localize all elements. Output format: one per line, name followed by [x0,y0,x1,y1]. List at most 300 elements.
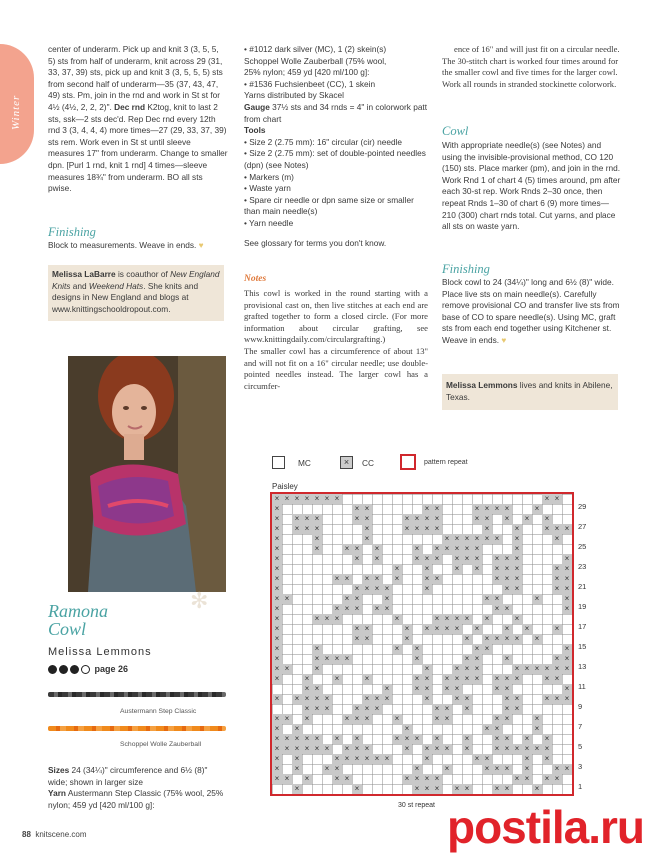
chart-cell-cc: × [372,574,382,584]
chart-cell-cc: × [562,554,572,564]
chart-cell-cc: × [462,654,472,664]
chart-cell-cc: × [552,774,562,784]
chart-cell-cc: × [292,744,302,754]
chart-cell-cc: × [522,774,532,784]
chart-cell-cc: × [412,764,422,774]
chart-cell-cc: × [442,744,452,754]
chart-cell-cc: × [332,574,342,584]
chart-cell-cc: × [462,674,472,684]
chart-cell-cc: × [342,714,352,724]
heart-icon: ♥ [501,334,507,345]
bio-box-1: Melissa LaBarre is coauthor of New England Knits and Weekend Hats. She knits and designs in New England and blogs at www.knittingschooldropout.com. [48,265,224,321]
chart-cell-cc: × [502,654,512,664]
chart-cell-cc: × [362,624,372,634]
difficulty-row: page 26 [48,664,128,674]
chart-row-label: 7 [578,722,583,731]
chart-cell-cc: × [322,494,332,504]
chart-cell-cc: × [552,574,562,584]
chart-cell-cc: × [302,704,312,714]
chart-cell-cc: × [562,764,572,774]
chart-cell-cc: × [472,754,482,764]
chart-cell-cc: × [322,744,332,754]
chart-cell-cc: × [352,514,362,524]
watermark: postila.ru [446,801,644,853]
chart-cell-cc: × [552,534,562,544]
chart-cell-cc: × [412,784,422,794]
chart-cell-cc: × [302,494,312,504]
chart-cell-cc: × [422,774,432,784]
sizes-yarn-text: Sizes 24 (34¼)" circumference and 6½ (8)" wide; shown in larger size Yarn Austermann Step Classic (75% wool, 25% nylon; 459 yd [420 ml/100 g]: [48,765,224,810]
chart-cell-cc: × [442,534,452,544]
chart-cell-cc: × [532,784,542,794]
chart-cell-cc: × [352,634,362,644]
chart-cell-cc: × [292,734,302,744]
chart-cell-cc: × [312,704,322,714]
chart-cell-cc: × [322,694,332,704]
chart-cell-cc: × [272,664,282,674]
chart-cell-cc: × [372,604,382,614]
chart-row-label: 27 [578,522,587,531]
chart-cell-cc: × [502,504,512,514]
bio-box-2: Melissa Lemmons lives and knits in Abilene, Texas. [442,374,618,410]
chart-cell-cc: × [522,744,532,754]
chart-cell-cc: × [512,694,522,704]
chart-cell-cc: × [532,664,542,674]
chart-row-label: 29 [578,502,587,511]
chart-cell-cc: × [402,744,412,754]
chart-cell-cc: × [342,754,352,764]
chart-cell-cc: × [422,694,432,704]
chart-cell-cc: × [312,654,322,664]
chart-cell-cc: × [502,574,512,584]
chart-cell-cc: × [562,664,572,674]
chart-cell-cc: × [312,494,322,504]
chart-cell-cc: × [442,614,452,624]
chart-cell-cc: × [492,554,502,564]
chart-cell-cc: × [562,574,572,584]
chart-cell-cc: × [502,604,512,614]
chart-cell-cc: × [512,534,522,544]
chart-cell-cc: × [432,774,442,784]
chart-cell-cc: × [422,574,432,584]
chart-cell-cc: × [302,694,312,704]
chart-cell-cc: × [462,744,472,754]
chart-cell-cc: × [362,744,372,754]
chart-cell-cc: × [532,724,542,734]
chart-cell-cc: × [532,714,542,724]
chart-cell-cc: × [462,634,472,644]
chart-cell-cc: × [352,754,362,764]
chart-cell-cc: × [332,614,342,624]
legend-cc-swatch: × [340,456,353,469]
chart-cell-cc: × [292,694,302,704]
chart-cell-cc: × [282,594,292,604]
chart-cell-cc: × [562,594,572,604]
chart-cell-cc: × [502,734,512,744]
chart-cell-cc: × [422,624,432,634]
chart-cell-cc: × [542,744,552,754]
finishing-text-2: Block cowl to 24 (34¼)" long and 6½ (8)" wide. Place live sts on main needle(s). Carefully remove provisional CO and transfer live sts from base of CO to spare needle(s). Using MC, graft sts from each end together using Kitchener st. Weave in ends. ♥ [442,277,620,345]
chart-cell-cc: × [432,704,442,714]
chart-cell-cc: × [562,564,572,574]
chart-cell-cc: × [362,524,372,534]
chart-cell-cc: × [272,624,282,634]
chart-cell-cc: × [482,594,492,604]
chart-cell-cc: × [292,754,302,764]
chart-cell-cc: × [272,554,282,564]
chart-cell-cc: × [542,774,552,784]
chart-cell-cc: × [342,604,352,614]
chart-cell-cc: × [542,514,552,524]
chart-cell-cc: × [352,584,362,594]
chart-row-label: 19 [578,602,587,611]
chart-cell-cc: × [392,614,402,624]
heart-icon: ♥ [198,240,204,250]
yarn-swatch-2-label: Schoppel Wolle Zauberball [120,741,202,748]
chart-cell-cc: × [492,734,502,744]
chart-cell-cc: × [522,734,532,744]
chart-cell-cc: × [362,534,372,544]
chart-row-label: 13 [578,662,587,671]
chart-cell-cc: × [402,724,412,734]
chart-cell-cc: × [542,664,552,674]
chart-cell-cc: × [482,764,492,774]
chart-cell-cc: × [362,574,372,584]
chart-row-label: 15 [578,642,587,651]
designer-name: Melissa Lemmons [48,646,152,658]
chart-cell-cc: × [272,614,282,624]
chart-row-label: 21 [578,582,587,591]
col1-text [48,44,228,195]
chart-cell-cc: × [502,624,512,634]
chart-cell-cc: × [342,744,352,754]
chart-row-label: 23 [578,562,587,571]
chart-cell-cc: × [442,684,452,694]
chart-row-label: 1 [578,782,583,791]
chart-cell-cc: × [272,634,282,644]
chart-cell-cc: × [382,754,392,764]
chart-cell-cc: × [342,774,352,784]
chart-cell-cc: × [382,594,392,604]
chart-cell-cc: × [422,664,432,674]
chart-cell-cc: × [432,614,442,624]
section-tab [0,44,34,164]
chart-cell-cc: × [562,644,572,654]
chart-cell-cc: × [372,754,382,764]
chart-cell-cc: × [412,774,422,784]
chart-cell-cc: × [392,564,402,574]
chart-cell-cc: × [272,734,282,744]
chart-cell-cc: × [472,564,482,574]
chart-cell-cc: × [452,674,462,684]
chart-cell-cc: × [302,714,312,724]
chart-cell-cc: × [512,544,522,554]
chart-cell-cc: × [402,624,412,634]
chart-cell-cc: × [352,744,362,754]
chart-cell-cc: × [552,764,562,774]
chart-cell-cc: × [552,564,562,574]
chart-cell-cc: × [432,734,442,744]
chart-cell-cc: × [352,704,362,714]
chart-cell-cc: × [292,524,302,534]
chart-cell-cc: × [362,674,372,684]
section-tab-label: Winter [10,94,22,130]
chart-cell-cc: × [492,764,502,774]
yarn-swatch-1-label: Austermann Step Classic [120,708,197,715]
chart-cell-cc: × [272,494,282,504]
chart-cell-cc: × [392,714,402,724]
chart-cell-cc: × [452,534,462,544]
chart-legend [270,454,610,474]
chart-cell-cc: × [412,734,422,744]
chart-cell-cc: × [312,664,322,674]
chart-cell-cc: × [272,744,282,754]
chart-cell-cc: × [272,584,282,594]
chart-cell-cc: × [482,724,492,734]
col2-materials: • #1012 dark silver (MC), 1 (2) skein(s) Schoppel Wolle Zauberball (75% wool, 25% nylon; 459 yd [420 ml/100 g]: • #1536 Fuchsienbeet (CC), 1 skein Yarns distributed by Skacel Gauge 37½ sts and 34 rnds = 4" in colorwork patt from chart Tools • Size 2 (2.75 mm): 16" circular (cir) needle • Size 2 (2.75 mm): set of double-pointed needles (dpn) (see Notes) • Markers (m) • Waste yarn • Spare cir needle or dpn same size or smaller than main needle(s) • Yarn needle See glossary for terms you don't know. [244,44,428,248]
chart-cell-cc: × [392,734,402,744]
chart-cell-cc: × [482,614,492,624]
chart-cell-cc: × [332,674,342,684]
chart-cell-cc: × [552,584,562,594]
chart-cell-cc: × [272,534,282,544]
chart-cell-cc: × [552,624,562,634]
chart-cell-cc: × [472,644,482,654]
chart-cell-cc: × [402,774,412,784]
chart-cell-cc: × [492,504,502,514]
chart-cell-cc: × [462,704,472,714]
chart-cell-cc: × [372,704,382,714]
chart-cell-cc: × [462,664,472,674]
legend-repeat-swatch [400,454,416,470]
chart-cell-cc: × [352,544,362,554]
chart-cell-cc: × [462,614,472,624]
chart-cell-cc: × [362,754,372,764]
chart-row-label: 9 [578,702,583,711]
chart-row-label: 11 [578,682,586,691]
chart-cell-cc: × [442,624,452,634]
chart-cell-cc: × [422,514,432,524]
chart-cell-cc: × [452,624,462,634]
chart-cell-cc: × [512,524,522,534]
chart-cell-cc: × [482,504,492,514]
chart-cell-cc: × [392,644,402,654]
chart-cell-cc: × [452,784,462,794]
chart-cell-cc: × [432,544,442,554]
chart-cell-cc: × [512,704,522,714]
chart-cell-cc: × [312,744,322,754]
chart-cell-cc: × [462,544,472,554]
chart-cell-cc: × [302,774,312,784]
chart-cell-cc: × [332,754,342,764]
chart-cell-cc: × [512,634,522,644]
chart-cell-cc: × [422,744,432,754]
chart-cell-cc: × [492,564,502,574]
chart-cell-cc: × [362,514,372,524]
chart-cell-cc: × [272,564,282,574]
chart-cell-cc: × [422,754,432,764]
chart-cell-cc: × [522,514,532,524]
chart-cell-cc: × [272,544,282,554]
chart-cell-cc: × [352,554,362,564]
chart-cell-cc: × [552,654,562,664]
chart-cell-cc: × [352,624,362,634]
chart-cell-cc: × [362,704,372,714]
chart-cell-cc: × [502,684,512,694]
chart-cell-cc: × [412,684,422,694]
chart-cell-cc: × [272,654,282,664]
chart-cell-cc: × [502,704,512,714]
chart-cell-cc: × [402,524,412,534]
chart-row-label: 17 [578,622,587,631]
chart-cell-cc: × [482,534,492,544]
chart-cell-cc: × [562,584,572,594]
chart-cell-cc: × [272,604,282,614]
chart-cell-cc: × [372,554,382,564]
chart-cell-cc: × [532,504,542,514]
chart-cell-cc: × [522,754,532,764]
chart-cell-cc: × [442,764,452,774]
chart-cell-cc: × [292,784,302,794]
chart-cell-cc: × [562,684,572,694]
chart-cell-cc: × [552,524,562,534]
finishing-heading-1: Finishing [48,225,96,239]
chart-cell-cc: × [522,624,532,634]
chart-cell-cc: × [372,544,382,554]
chart-cell-cc: × [422,584,432,594]
chart-cell-cc: × [562,694,572,704]
chart-cell-cc: × [502,674,512,684]
chart-cell-cc: × [472,674,482,684]
chart-cell-cc: × [332,654,342,664]
chart-cell-cc: × [492,574,502,584]
chart-cell-cc: × [422,504,432,514]
chart-cell-cc: × [372,694,382,704]
chart-cell-cc: × [482,634,492,644]
chart-cell-cc: × [542,734,552,744]
chart-cell-cc: × [492,684,502,694]
chart-cell-cc: × [362,714,372,724]
chart-cell-cc: × [392,574,402,584]
chart-cell-cc: × [422,524,432,534]
chart-cell-cc: × [432,784,442,794]
chart-cell-cc: × [322,704,332,714]
chart-cell-cc: × [272,714,282,724]
notes-heading: Notes [244,274,267,284]
chart-cell-cc: × [362,584,372,594]
legend-cc-label: CC [362,458,374,468]
chart-cell-cc: × [402,514,412,524]
chart-cell-cc: × [312,524,322,534]
finishing-text-1: Block to measurements. Weave in ends. ♥ [48,240,204,250]
chart-cell-cc: × [472,554,482,564]
chart-row-labels [578,492,608,796]
chart-cell-cc: × [432,524,442,534]
chart-cell-cc: × [312,614,322,624]
chart-cell-cc: × [282,714,292,724]
chart-cell-cc: × [552,494,562,504]
chart-cell-cc: × [422,564,432,574]
chart-cell-cc: × [352,714,362,724]
chart-cell-cc: × [472,624,482,634]
chart-cell-cc: × [462,534,472,544]
chart-cell-cc: × [522,664,532,674]
chart-cell-cc: × [282,664,292,674]
chart-cell-cc: × [502,514,512,524]
chart-cell-cc: × [482,644,492,654]
chart-cell-cc: × [482,524,492,534]
chart-cell-cc: × [412,514,422,524]
chart-cell-cc: × [502,564,512,574]
chart-cell-cc: × [412,544,422,554]
chart-cell-cc: × [352,594,362,604]
chart-cell-cc: × [312,734,322,744]
page-footer: 88 knitscene.com [22,830,87,839]
chart-cell-cc: × [552,694,562,704]
chart-cell-cc: × [412,654,422,664]
yarn-swatch-2 [48,726,226,731]
legend-repeat-label: pattern repeat [424,459,468,466]
notes-continued: ence of 16" and will just fit on a circular needle. The 30-stitch chart is worked four times around for the smaller cowl and five times for the larger cowl. Work all rounds in stranded stockinette colorwork. [442,44,620,89]
chart-cell-cc: × [292,724,302,734]
chart-cell-cc: × [462,554,472,564]
chart-cell-cc: × [272,524,282,534]
chart-cell-cc: × [352,504,362,514]
chart-cell-cc: × [312,694,322,704]
chart-row-label: 3 [578,762,583,771]
chart-cell-cc: × [322,764,332,774]
chart-cell-cc: × [512,674,522,684]
chart-cell-cc: × [512,564,522,574]
chart-cell-cc: × [542,694,552,704]
chart-cell-cc: × [272,644,282,654]
difficulty-dots-icon [48,664,92,674]
chart-cell-cc: × [272,774,282,784]
chart-cell-cc: × [432,574,442,584]
chart-cell-cc: × [322,654,332,664]
chart-cell-cc: × [302,684,312,694]
chart-cell-cc: × [562,654,572,664]
chart-cell-cc: × [492,784,502,794]
chart-cell-cc: × [382,604,392,614]
chart-cell-cc: × [272,724,282,734]
chart-cell-cc: × [322,614,332,624]
chart-cell-cc: × [512,614,522,624]
chart-cell-cc: × [422,674,432,684]
chart-cell-cc: × [362,694,372,704]
chart-cell-cc: × [482,754,492,764]
chart-cell-cc: × [282,494,292,504]
chart-cell-cc: × [412,674,422,684]
chart-cell-cc: × [292,494,302,504]
sleeve-instructions: center of underarm. Pick up and knit 3 (3, 5, 5, 5) sts from half of underarm, knit across 29 (31, 33, 37, 39) sts, pick up and knit 3 (3, 5, 5, 5) sts from second half of underarm—35 (37, 43, 47, 49) sts. Pm, join in the rnd and work in St st for 4½ (4½, 2, 2, 2)". Dec rnd K2tog, knit to last 2 sts, ssk—2 sts dec'd. Rep Dec rnd every 12th rnd 3 (3, 4, 4, 4) more times—27 (29, 33, 37, 39) sts rem. Work even in St st until sleeve measures 17" from underarm. Change to smaller dpn. [Purl 1 rnd, knit 1 rnd] 4 times—sleeve measures 18¾" from underarm. BO all sts pwise. [48,44,228,194]
chart-cell-cc: × [542,524,552,534]
chart-cell-cc: × [452,544,462,554]
chart-row-label: 25 [578,542,587,551]
chart-cell-cc: × [472,544,482,554]
chart-cell-cc: × [272,694,282,704]
chart-cell-cc: × [472,654,482,664]
chart-row-label: 5 [578,742,583,751]
chart-cell-cc: × [472,504,482,514]
chart-cell-cc: × [542,754,552,764]
gauge: Gauge 37½ sts and 34 rnds = 4" in colorwork patt from chart [244,101,428,124]
chart-cell-cc: × [462,734,472,744]
chart-cell-cc: × [332,494,342,504]
chart-cell-cc: × [512,584,522,594]
chart-cell-cc: × [502,714,512,724]
chart-cell-cc: × [432,624,442,634]
